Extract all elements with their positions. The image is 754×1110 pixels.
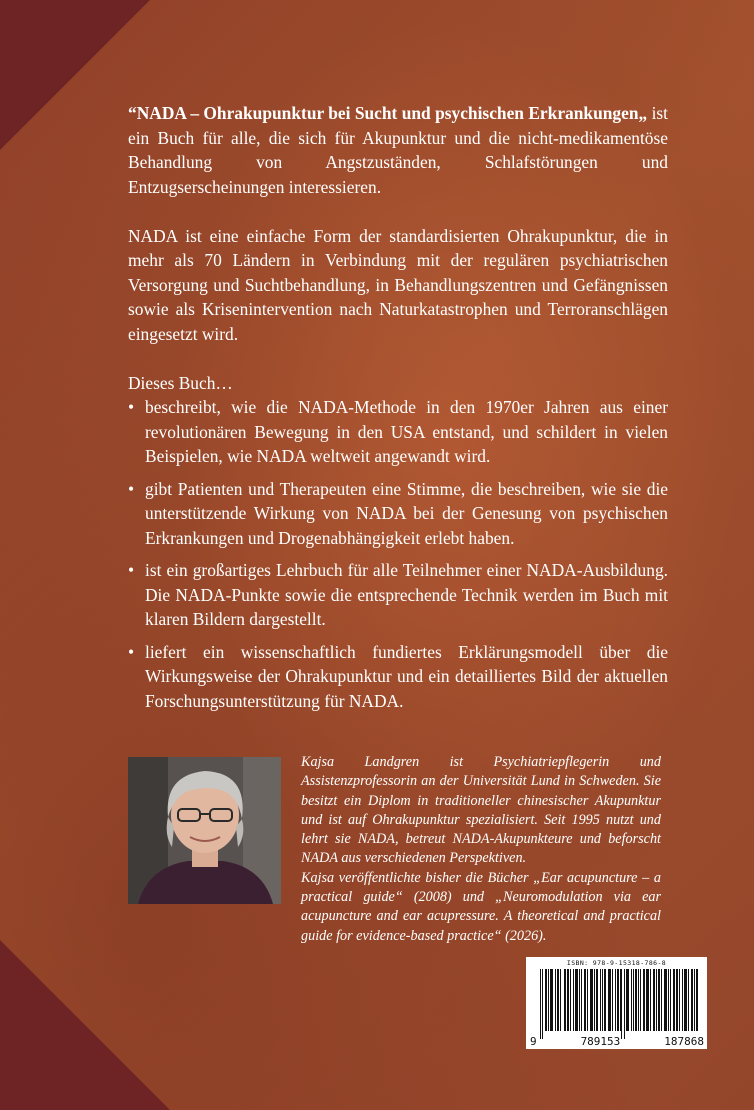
list-item-text: liefert ein wissenschaftlich fundiertes Erklärungsmodell über die Wirkungsweise der Ohrakupunktur und ein detailliertes Bild der aktuellen Forschungsunterstützung für NADA. xyxy=(145,641,668,711)
barcode-bar xyxy=(545,969,546,1031)
barcode-bar xyxy=(633,969,634,1031)
barcode-bar xyxy=(600,969,601,1031)
barcode-bar xyxy=(694,969,695,1031)
barcode-bar xyxy=(664,969,665,1031)
barcode-bar xyxy=(666,969,667,1031)
nada-paragraph: NADA ist eine einfache Form der standardisierten Ohrakupunktur, die in mehr als 70 Ländern in Verbindung mit der regulären psychiatrischen Versorgung und Suchtbehandlung, in Behandlungszentren und Gefängnissen sowie als Krisenintervention nach Naturkatastrophen und Terroranschlägen eingesetzt wird. xyxy=(128,225,668,344)
barcode-bar xyxy=(591,969,592,1031)
barcode-bar xyxy=(624,969,625,1039)
list-item xyxy=(128,477,668,551)
barcode-bar xyxy=(577,969,578,1031)
barcode-bar xyxy=(548,969,549,1031)
barcode-bar xyxy=(644,969,645,1031)
barcode-bar xyxy=(551,969,552,1031)
barcode-bar xyxy=(615,969,616,1031)
barcode-bar xyxy=(638,969,639,1031)
barcode-bar xyxy=(604,969,605,1031)
barcode-bar xyxy=(597,969,598,1031)
barcode-bar xyxy=(576,969,577,1031)
list-item xyxy=(128,558,668,632)
barcode-bar xyxy=(688,969,689,1031)
barcode-bar xyxy=(587,969,588,1031)
barcode-bar xyxy=(679,969,680,1031)
barcode-digit-group: 187868 xyxy=(664,1035,704,1048)
barcode-bar xyxy=(697,969,698,1031)
list-item xyxy=(128,395,668,469)
barcode-bar xyxy=(584,969,585,1031)
barcode-bar xyxy=(676,969,677,1031)
barcode-bar xyxy=(602,969,603,1031)
barcode-bar xyxy=(692,969,693,1031)
barcode-bar xyxy=(647,969,648,1031)
barcode-bar xyxy=(677,969,678,1031)
barcode-bar xyxy=(568,969,569,1031)
author-photo xyxy=(128,757,281,904)
barcode-bar xyxy=(592,969,593,1031)
barcode-bar xyxy=(682,969,683,1031)
list-item xyxy=(128,640,668,714)
barcode-bar xyxy=(668,969,669,1031)
barcode-bar xyxy=(546,969,547,1031)
barcode-bar xyxy=(581,969,582,1031)
author-bio-paragraph: Kajsa veröffentlichte bisher die Bücher „Ear acupuncture – a practical guide“ (2008) und „Neuromodulation via ear acupuncture and ear acupressure. A theoretical and practical guide for evidence-based practice“ (2026). xyxy=(301,869,661,944)
barcode-bar xyxy=(674,969,675,1031)
barcode-bar xyxy=(670,969,671,1031)
bullet-icon: • xyxy=(128,641,135,662)
barcode-bar xyxy=(585,969,586,1031)
barcode-bar xyxy=(653,969,654,1031)
barcode-bar xyxy=(628,969,629,1031)
barcode-bar xyxy=(596,969,597,1031)
barcode-bar xyxy=(691,969,692,1031)
intro-text: ist ein Buch für alle, die sich für Akupunktur und die nicht-medikamentöse Behandlung von Angstzuständen, Schlafstörungen und Entzugserscheinungen interessieren. xyxy=(128,103,669,197)
barcode-bar xyxy=(552,969,553,1031)
barcode-bar xyxy=(540,969,541,1039)
author-portrait-icon xyxy=(128,757,281,904)
intro-paragraph xyxy=(128,101,668,199)
bullet-icon: • xyxy=(128,560,135,580)
barcode-bar xyxy=(542,969,543,1039)
list-item-text: ist ein großartiges Lehrbuch für alle Teilnehmer einer NADA-Ausbildung. Die NADA-Punkte sowie die entsprechende Technik werden im Buch mit klaren Bildern dargestellt. xyxy=(145,560,668,629)
author-bio xyxy=(301,753,661,946)
isbn-barcode xyxy=(526,957,707,1049)
barcode-bar xyxy=(575,969,576,1031)
barcode-bar xyxy=(661,969,662,1031)
barcode-digit-group: 789153 xyxy=(580,1035,621,1048)
barcode-bar xyxy=(646,969,647,1031)
barcode-bar xyxy=(558,969,559,1031)
barcode-bar xyxy=(565,969,566,1031)
barcode-bar xyxy=(557,969,558,1031)
barcode-bar xyxy=(684,969,685,1031)
barcode-bar xyxy=(659,969,660,1031)
barcode-bar xyxy=(579,969,580,1031)
barcode-bar xyxy=(608,969,609,1031)
barcode-bar xyxy=(590,969,591,1031)
barcode-bar xyxy=(627,969,628,1031)
barcode-bar xyxy=(610,969,611,1031)
barcode-bar xyxy=(621,969,622,1039)
barcode-bar xyxy=(618,969,619,1031)
barcode-digits xyxy=(530,1035,704,1048)
barcode-bar xyxy=(626,969,627,1031)
bullet-icon: • xyxy=(128,478,135,499)
barcode-bar xyxy=(648,969,649,1031)
barcode-bar xyxy=(658,969,659,1031)
barcode-bar xyxy=(609,969,610,1031)
corner-triangle-bottom-left xyxy=(0,940,170,1110)
intro-title: “NADA – Ohrakupunktur bei Sucht und psychischen Erkrankungen„ xyxy=(128,103,648,123)
barcode-bar xyxy=(665,969,666,1031)
barcode-bar xyxy=(643,969,644,1031)
barcode-bar xyxy=(635,969,636,1031)
list-item-text: beschreibt, wie die NADA-Methode in den 1970er Jahren aus einer revolutionären Bewegung in den USA entstand, und schildert in vielen Beispielen, wie NADA weltweit angewandt wird. xyxy=(145,397,668,466)
barcode-bar xyxy=(564,969,565,1031)
barcode-bar xyxy=(555,969,556,1031)
barcode-bar xyxy=(605,969,606,1031)
barcode-bar xyxy=(631,969,632,1031)
barcode-digit-first: 9 xyxy=(530,1035,537,1048)
barcode-bar xyxy=(570,969,571,1031)
blurb-text xyxy=(128,101,668,721)
barcode-bar xyxy=(594,969,595,1031)
isbn-label: ISBN: 978-9-15318-786-8 xyxy=(566,959,667,967)
barcode-bar xyxy=(650,969,651,1031)
list-intro: Dieses Buch… xyxy=(128,372,233,393)
barcode-bar xyxy=(567,969,568,1031)
list-item-text: gibt Patienten und Therapeuten eine Stimme, die beschreiben, wie sie die unterstützende Wirkung von NADA bei der Genesung von psychischen Erkrankungen und Drogenabhängigkeit erlebt haben. xyxy=(145,478,668,548)
bullet-icon: • xyxy=(128,397,135,417)
barcode-bar xyxy=(560,969,561,1031)
barcode-bar xyxy=(620,969,621,1031)
barcode-bar xyxy=(640,969,641,1031)
author-bio-paragraph: Kajsa Landgren ist Psychiatriepflegerin und Assistenzprofessorin an der Universität Lund in Schweden. Sie besitzt ein Diplom in traditioneller chinesischer Akupunktur und ist auf Ohrakupunktur spezialisiert. Seit 1995 nutzt und lehrt sie NADA, betreut NADA-Akupunkteure und beforscht NADA aus verschiedenen Perspektiven. xyxy=(301,754,661,867)
barcode-bar xyxy=(612,969,613,1031)
barcode-bar xyxy=(573,969,574,1031)
barcode-bar xyxy=(550,969,551,1031)
barcode-bar xyxy=(617,969,618,1031)
barcode-bar xyxy=(636,969,637,1031)
barcode-bar xyxy=(696,969,697,1031)
barcode-bar xyxy=(673,969,674,1031)
barcode-bar xyxy=(685,969,686,1031)
barcode-bar xyxy=(654,969,655,1031)
barcode-bar xyxy=(686,969,687,1031)
barcode-bar xyxy=(656,969,657,1031)
feature-list xyxy=(128,395,668,713)
